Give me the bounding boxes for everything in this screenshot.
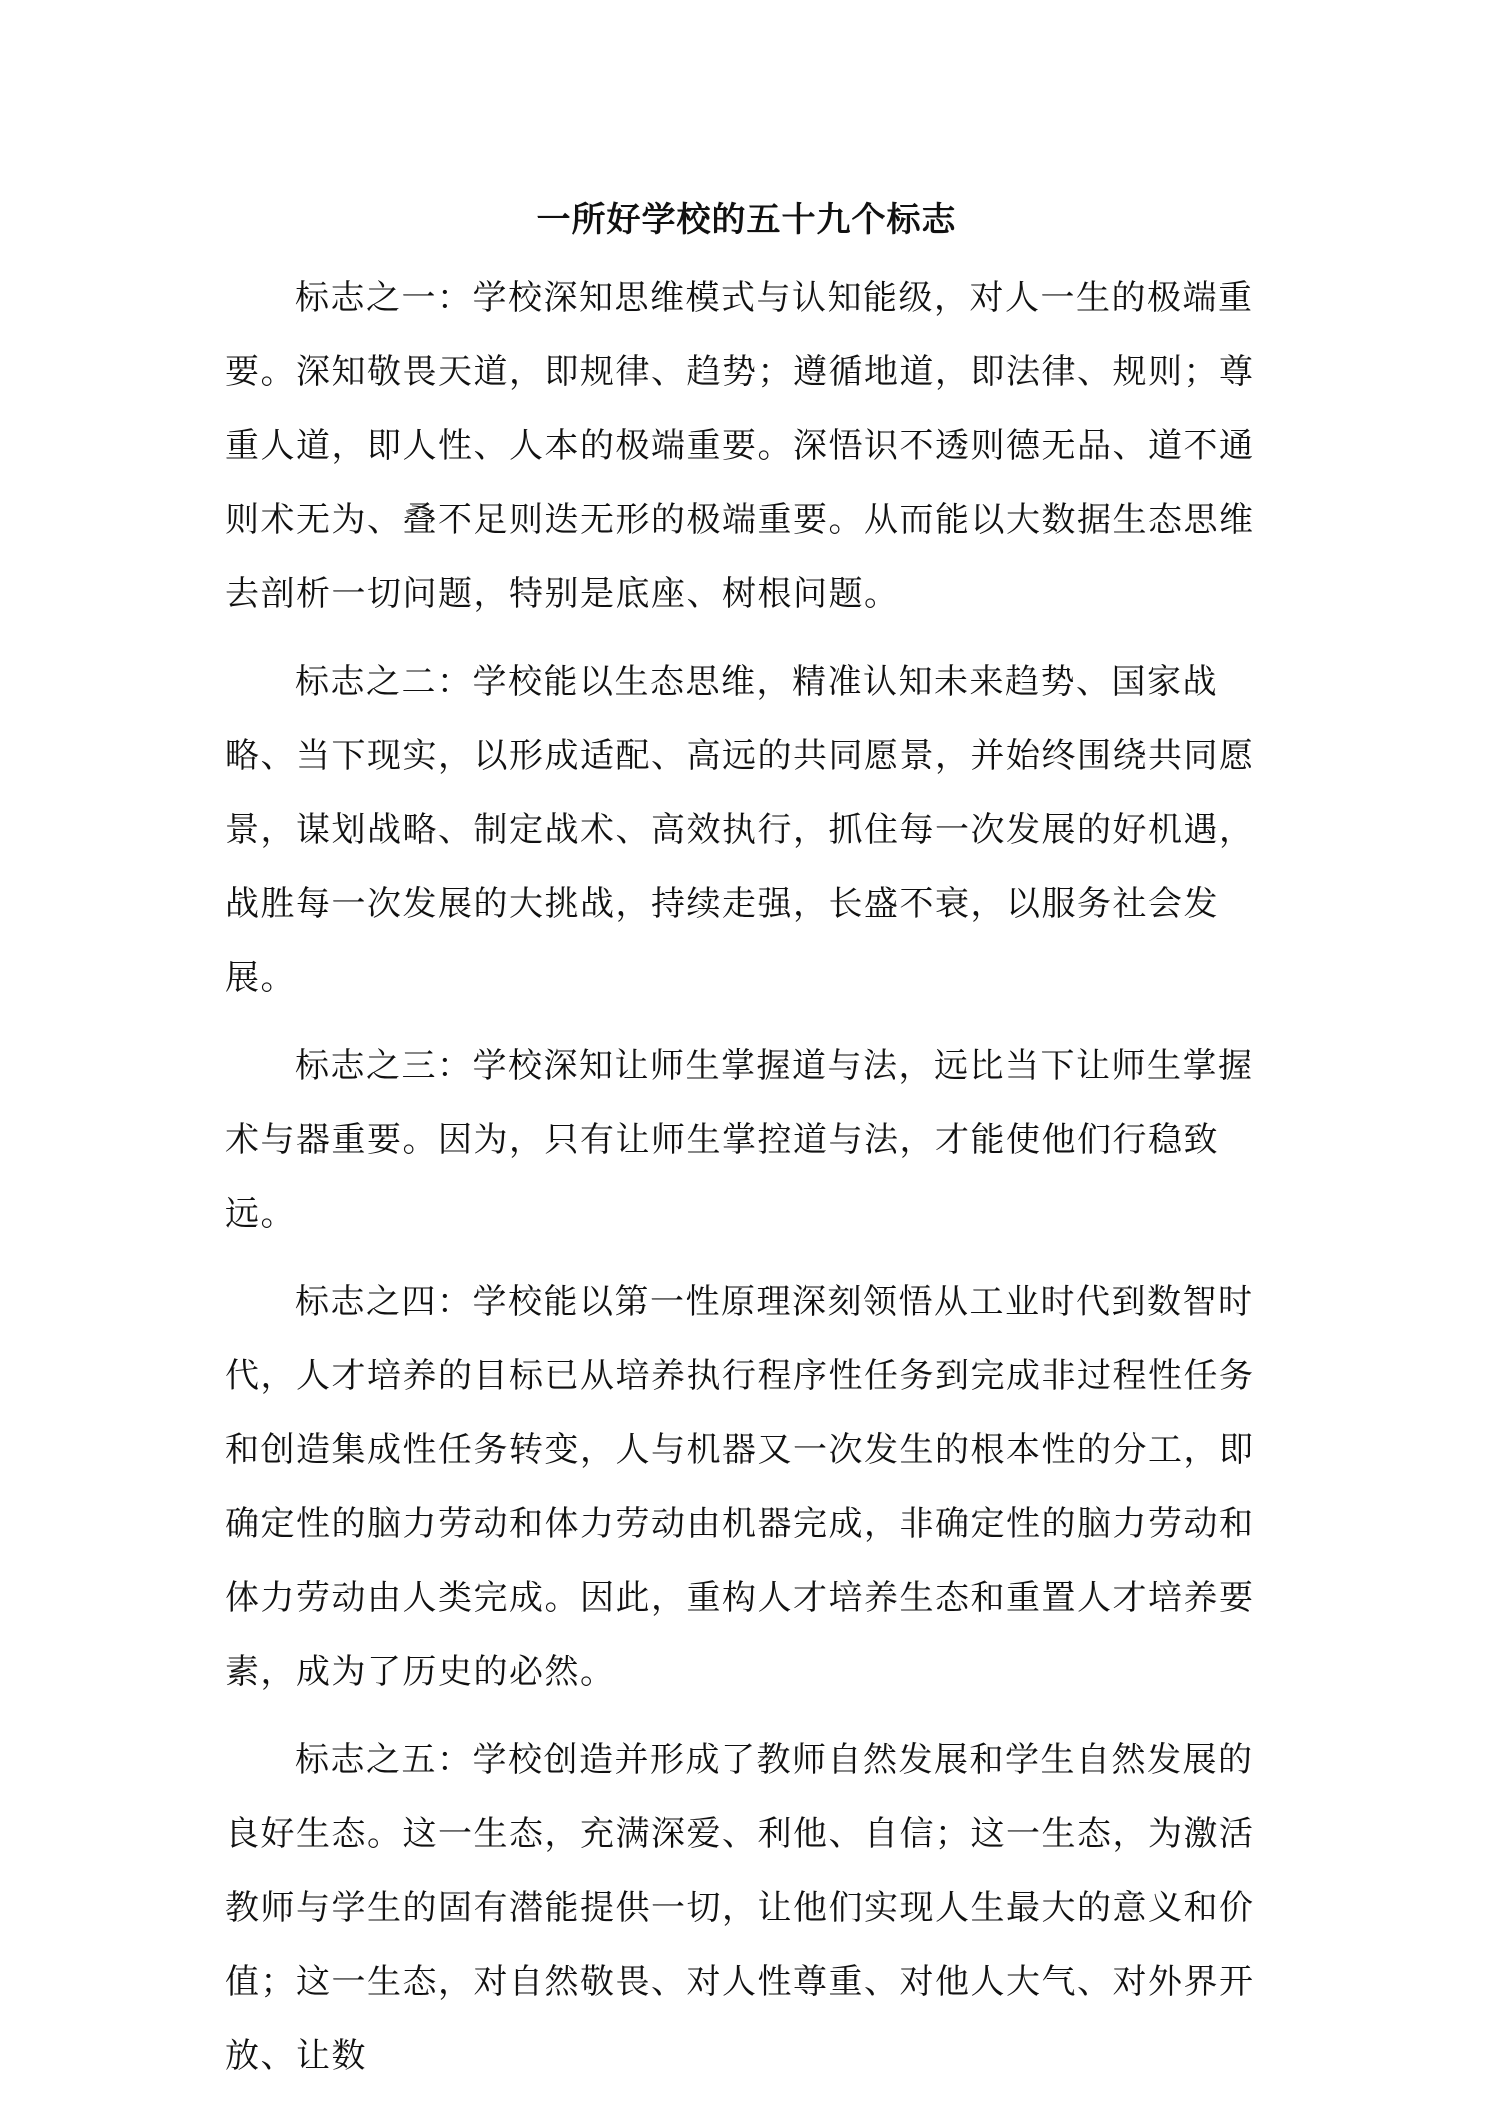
paragraph-5: 标志之五：学校创造并形成了教师自然发展和学生自然发展的良好生态。这一生态，充满深爱、利他、自信；这一生态，为激活教师与学生的固有潜能提供一切，让他们实现人生最大的意义和价值；这一生态，对自然敬畏、对人性尊重、对他人大气、对外界开放、让数 — [225, 1740, 1255, 2076]
paragraph-3: 标志之三：学校深知让师生掌握道与法，远比当下让师生掌握术与器重要。因为，只有让师生掌控道与法，才能使他们行稳致远。 — [225, 1046, 1254, 1234]
document-title: 一所好学校的五十九个标志 — [536, 200, 957, 240]
paragraph-2: 标志之二：学校能以生态思维，精准认知未来趋势、国家战略、当下现实，以形成适配、高远的共同愿景，并始终围绕共同愿景，谋划战略、制定战术、高效执行，抓住每一次发展的好机遇，战胜每一次发展的大挑战，持续走强，长盛不衰，以服务社会发展。 — [225, 662, 1255, 998]
document-body — [225, 261, 1285, 2107]
paragraph-4: 标志之四：学校能以第一性原理深刻领悟从工业时代到数智时代，人才培养的目标已从培养执行程序性任务到完成非过程性任务和创造集成性任务转变，人与机器又一次发生的根本性的分工，即确定性的脑力劳动和体力劳动由机器完成，非确定性的脑力劳动和体力劳动由人类完成。因此，重构人才培养生态和重置人才培养要素，成为了历史的必然。 — [225, 1282, 1255, 1692]
paragraph-1: 标志之一：学校深知思维模式与认知能级，对人一生的极端重要。深知敬畏天道，即规律、趋势；遵循地道，即法律、规则；尊重人道，即人性、人本的极端重要。深悟识不透则德无品、道不通则术无为、叠不足则迭无形的极端重要。从而能以大数据生态思维去剖析一切问题，特别是底座、树根问题。 — [225, 278, 1255, 614]
